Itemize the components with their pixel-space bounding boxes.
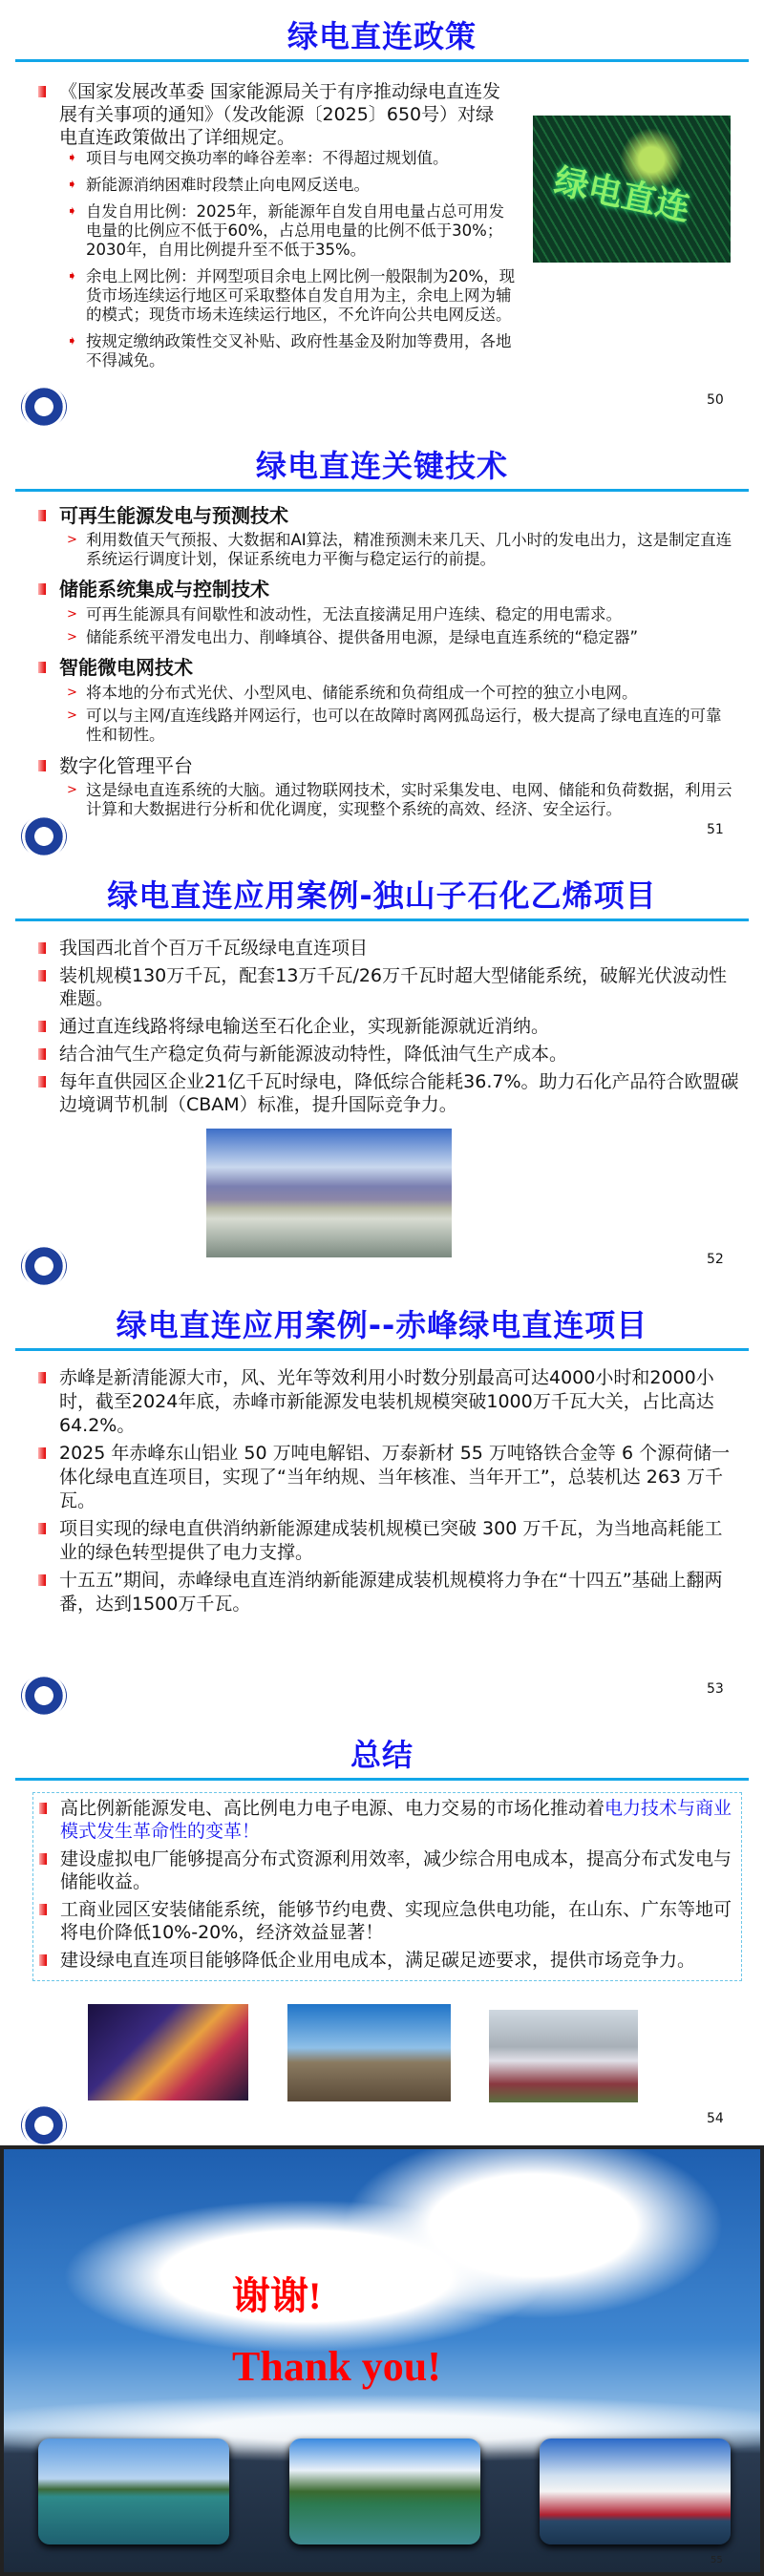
sub-item: 可再生能源具有间歇性和波动性，无法直接满足用户连续、稳定的用电需求。 xyxy=(86,605,622,623)
university-logo xyxy=(21,1245,67,1287)
arrow-icon: ➧ xyxy=(67,334,77,348)
slide-thanks xyxy=(0,2145,764,2576)
title-rule xyxy=(15,489,749,492)
university-logo xyxy=(21,815,67,857)
bullet-square-icon xyxy=(38,510,46,521)
page-number: 51 xyxy=(707,822,724,837)
slide-title: 绿电直连政策 xyxy=(286,18,477,54)
section-heading: 智能微电网技术 xyxy=(59,656,193,679)
green-circuit-image xyxy=(533,116,731,263)
bullet-item: 建设绿电直连项目能够降低企业用电成本，满足碳足迹要求，提供市场竞争力。 xyxy=(60,1950,696,1971)
bullet-list xyxy=(0,1366,737,1616)
arrow-icon: ➧ xyxy=(67,204,77,219)
petrochemical-plant-photo xyxy=(206,1129,452,1257)
bullet-square-icon xyxy=(38,1048,46,1060)
highlight-text: 电力技术与商业模式发生革命性的变革！ xyxy=(60,1798,732,1842)
city-night-photo xyxy=(88,2004,248,2101)
arrow-icon: ➧ xyxy=(67,269,77,284)
lake-boat-photo xyxy=(38,2439,229,2544)
bullet-square-icon xyxy=(38,1574,46,1586)
university-logo xyxy=(21,2104,67,2146)
transmission-tower-photo xyxy=(287,2004,451,2101)
slide-52 xyxy=(0,859,764,1289)
sub-item: 这是绿电直连系统的大脑。通过物联网技术，实时采集发电、电网、储能和负荷数据，利用云计算和大数据进行分析和优化调度，实现整个系统的高效、经济、安全运行。 xyxy=(86,781,732,818)
summary-box xyxy=(32,1792,742,1981)
bullet-square-icon xyxy=(38,86,46,97)
bullet-square-icon xyxy=(38,1372,46,1383)
bullet-square-icon xyxy=(38,1021,46,1032)
bullet-square-icon xyxy=(38,970,46,982)
bullet-item: 装机规模130万千瓦，配套13万千瓦/26万千瓦时超大型储能系统，破解光伏波动性难题。 xyxy=(59,965,728,1009)
slide-53 xyxy=(0,1289,764,1719)
slide-51 xyxy=(0,430,764,859)
sub-item: 新能源消纳困难时段禁止向电网反送电。 xyxy=(86,176,370,194)
arrow-icon: ➧ xyxy=(67,178,77,192)
bullet-square-icon xyxy=(39,1853,47,1865)
title-rule xyxy=(15,918,749,921)
slide-50 xyxy=(0,0,764,430)
chevron-icon: > xyxy=(67,533,77,547)
university-logo xyxy=(21,386,67,428)
slide-54 xyxy=(0,1719,764,2148)
bullet-item: 2025 年赤峰东山铝业 50 万吨电解铝、万泰新材 55 万吨铬铁合金等 6 个源荷储一体化绿电直连项目，实现了“当年纳规、当年核准、当年开工”，总装机达 263 万千瓦。 xyxy=(59,1443,731,1511)
bullet-text: 高比例新能源发电、高比例电力电子电源、电力交易的市场化推动着 xyxy=(60,1798,605,1819)
bullet-item: 结合油气生产稳定负荷与新能源波动特性，降低油气生产成本。 xyxy=(59,1044,568,1065)
page-number: 54 xyxy=(707,2111,724,2126)
bullet-square-icon xyxy=(39,1904,47,1915)
chevron-icon: > xyxy=(67,630,77,644)
image-caption: 绿电直连 xyxy=(550,161,694,229)
bullet-square-icon xyxy=(39,1803,47,1814)
sub-item: 余电上网比例：并网型项目余电上网比例一般限制为20%，现货市场连续运行地区可采取整体自发自用为主，余电上网为辅的模式；现货市场未连续运行地区，不允许向公共电网反送。 xyxy=(86,267,516,324)
university-logo xyxy=(21,1675,67,1717)
cruise-ship-photo xyxy=(540,2439,731,2544)
bullet-square-icon xyxy=(38,942,46,954)
bullet-square-icon xyxy=(38,1523,46,1534)
policy-subs xyxy=(0,149,516,370)
bullet-square-icon xyxy=(38,662,46,673)
bullet-list xyxy=(0,937,745,1116)
page-number: 55 xyxy=(711,2555,723,2565)
slide-title: 绿电直连应用案例--赤峰绿电直连项目 xyxy=(116,1307,648,1343)
sub-item: 将本地的分布式光伏、小型风电、储能系统和负荷组成一个可控的独立小电网。 xyxy=(86,684,638,702)
thanks-chinese: 谢谢! xyxy=(232,2274,322,2317)
high-speed-train-photo xyxy=(489,2010,638,2102)
arrow-icon: ➧ xyxy=(67,151,77,165)
sub-item: 储能系统平滑发电出力、削峰填谷、提供备用电源，是绿电直连系统的“稳定器” xyxy=(86,628,639,646)
bullet-item: 项目实现的绿电直供消纳新能源建成装机规模已突破 300 万千瓦，为当地高耗能工业的绿色转型提供了电力支撑。 xyxy=(59,1518,723,1563)
section-heading: 可再生能源发电与预测技术 xyxy=(59,504,288,527)
bullet-item: 十五五”期间，赤峰绿电直连消纳新能源建成装机规模将力争在“十四五”基础上翻两番，达到1500万千瓦。 xyxy=(59,1570,723,1615)
pavilion-photo xyxy=(289,2439,480,2544)
page-number: 53 xyxy=(707,1681,724,1697)
chevron-icon: > xyxy=(67,686,77,700)
bullet-item: 赤峰是新清能源大市，风、光年等效利用小时数分别最高可达4000小时和2000小时，截至2024年底，赤峰市新能源发电装机规模突破1000万千瓦大关，占比高达64.2%。 xyxy=(59,1367,714,1436)
bullet-item: 我国西北首个百万千瓦级绿电直连项目 xyxy=(59,938,369,959)
bullet-item: 工商业园区安装储能系统，能够节约电费、实现应急供电功能，在山东、广东等地可将电价降低10%-20%，经济效益显著！ xyxy=(60,1899,732,1943)
chevron-icon: > xyxy=(67,607,77,622)
sub-item: 项目与电网交换功率的峰谷差率：不得超过规划值。 xyxy=(86,149,449,167)
bullet-square-icon xyxy=(38,1447,46,1459)
sub-item: 按规定缴纳政策性交叉补贴、政府性基金及附加等费用，各地不得减免。 xyxy=(86,332,512,370)
policy-main-text: 《国家发展改革委 国家能源局关于有序推动绿电直连发展有关事项的通知》（发改能源〔2025〕650号）对绿电直连政策做出了详细规定。 xyxy=(59,81,501,148)
page-number: 52 xyxy=(707,1252,724,1267)
sub-item: 可以与主网/直连线路并网运行，也可以在故障时离网孤岛运行，极大提高了绿电直连的可靠性和韧性。 xyxy=(86,707,722,744)
slide-title: 总结 xyxy=(350,1737,414,1773)
sub-item: 利用数值天气预报、大数据和AI算法，精准预测未来几天、几小时的发电出力，这是制定直连系统运行调度计划，保证系统电力平衡与稳定运行的前提。 xyxy=(86,531,732,568)
bullet-square-icon xyxy=(38,1076,46,1087)
slide-title: 绿电直连关键技术 xyxy=(255,448,508,484)
sub-item: 自发自用比例：2025年，新能源年自发自用电量占总可用发电量的比例应不低于60%，占总用电量的比例不低于30%；2030年，自用比例提升至不低于35%。 xyxy=(86,202,504,259)
bullet-square-icon xyxy=(39,1954,47,1966)
section-heading: 储能系统集成与控制技术 xyxy=(59,578,269,601)
bullet-item: 每年直供园区企业21亿千瓦时绿电，降低综合能耗36.7%。助力石化产品符合欧盟碳边境调节机制（CBAM）标准，提升国际竞争力。 xyxy=(59,1071,739,1115)
bullet-square-icon xyxy=(38,583,46,595)
thanks-english: Thank you! xyxy=(232,2343,441,2390)
title-rule xyxy=(15,59,749,62)
title-rule xyxy=(15,1778,749,1781)
bullet-item: 建设虚拟电厂能够提高分布式资源利用效率，减少综合用电成本，提高分布式发电与储能收益。 xyxy=(60,1848,732,1892)
slide-title: 绿电直连应用案例-独山子石化乙烯项目 xyxy=(107,877,657,914)
chevron-icon: > xyxy=(67,783,77,797)
chevron-icon: > xyxy=(67,708,77,723)
bullet-item: 通过直连线路将绿电输送至石化企业，实现新能源就近消纳。 xyxy=(59,1016,550,1037)
title-rule xyxy=(15,1348,749,1351)
page-number: 50 xyxy=(707,392,724,408)
section-heading: 数字化管理平台 xyxy=(59,754,193,777)
bullet-square-icon xyxy=(38,760,46,771)
